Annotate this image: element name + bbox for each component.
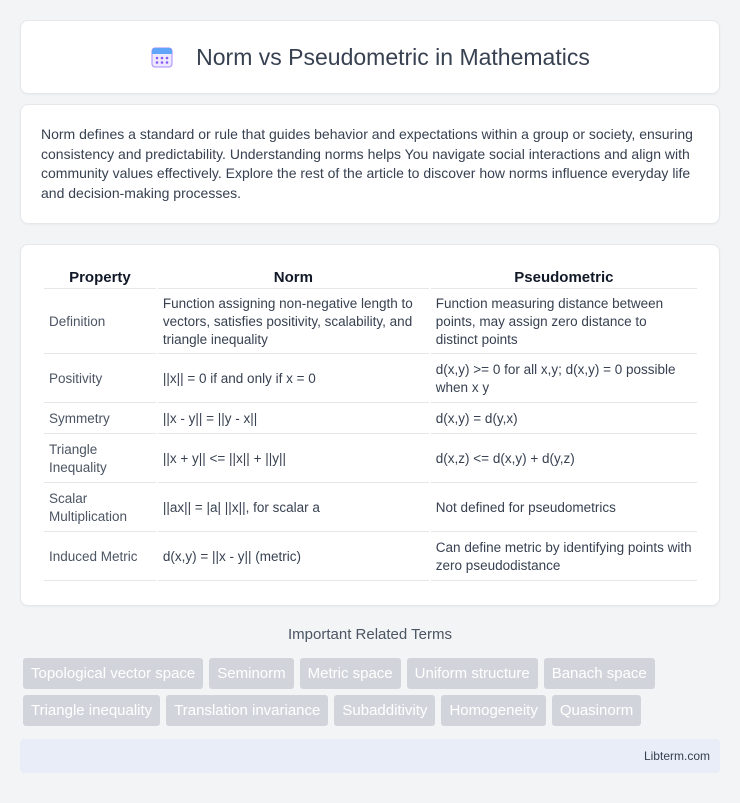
comparison-table bbox=[42, 265, 699, 583]
related-term-tag[interactable]: Metric space bbox=[300, 658, 401, 689]
row-pseudometric: Can define metric by identifying points with zero pseudodistance bbox=[431, 534, 697, 581]
calendar-icon bbox=[150, 45, 174, 69]
row-pseudometric: Not defined for pseudometrics bbox=[431, 485, 697, 532]
row-norm: ||x + y|| <= ||x|| + ||y|| bbox=[158, 436, 429, 483]
intro-card bbox=[20, 104, 720, 224]
row-norm: d(x,y) = ||x - y|| (metric) bbox=[158, 534, 429, 581]
related-terms-list bbox=[23, 658, 723, 726]
row-property: Induced Metric bbox=[44, 534, 156, 581]
intro-text: Norm defines a standard or rule that guides behavior and expectations within a group or society, ensuring consistency and predictability. Understanding norms helps You navigate social interactions and align with community values effectively. Explore the rest of the article to discover how norms influence everyday life and decision-making processes. bbox=[41, 126, 693, 201]
table-row bbox=[44, 436, 697, 483]
related-term-tag[interactable]: Subadditivity bbox=[334, 695, 435, 726]
row-property: Definition bbox=[44, 291, 156, 354]
row-property: Triangle Inequality bbox=[44, 436, 156, 483]
row-norm: ||ax|| = |a| ||x||, for scalar a bbox=[158, 485, 429, 532]
related-term-tag[interactable]: Quasinorm bbox=[552, 695, 641, 726]
header-norm: Norm bbox=[158, 267, 429, 289]
related-term-tag[interactable]: Topological vector space bbox=[23, 658, 203, 689]
header-pseudometric: Pseudometric bbox=[431, 267, 697, 289]
row-norm: ||x - y|| = ||y - x|| bbox=[158, 405, 429, 434]
row-pseudometric: d(x,z) <= d(x,y) + d(y,z) bbox=[431, 436, 697, 483]
comparison-card bbox=[20, 244, 720, 606]
row-property: Scalar Multiplication bbox=[44, 485, 156, 532]
row-property: Symmetry bbox=[44, 405, 156, 434]
table-row bbox=[44, 291, 697, 354]
related-term-tag[interactable]: Triangle inequality bbox=[23, 695, 160, 726]
row-norm: Function assigning non-negative length to vectors, satisfies positivity, scalability, and triangle inequality bbox=[158, 291, 429, 354]
page-title: Norm vs Pseudometric in Mathematics bbox=[196, 43, 590, 70]
related-term-tag[interactable]: Banach space bbox=[544, 658, 655, 689]
table-row bbox=[44, 356, 697, 403]
header-property: Property bbox=[44, 267, 156, 289]
table-row bbox=[44, 534, 697, 581]
related-term-tag[interactable]: Homogeneity bbox=[441, 695, 545, 726]
footer bbox=[20, 739, 720, 773]
table-header-row bbox=[44, 267, 697, 289]
table-row bbox=[44, 485, 697, 532]
row-pseudometric: d(x,y) >= 0 for all x,y; d(x,y) = 0 possible when x y bbox=[431, 356, 697, 403]
title-card bbox=[20, 20, 720, 94]
related-term-tag[interactable]: Seminorm bbox=[209, 658, 293, 689]
table-row bbox=[44, 405, 697, 434]
row-pseudometric: d(x,y) = d(y,x) bbox=[431, 405, 697, 434]
footer-brand[interactable]: Libterm.com bbox=[643, 749, 710, 763]
related-terms-title: Important Related Terms bbox=[288, 626, 452, 643]
related-term-tag[interactable]: Translation invariance bbox=[166, 695, 328, 726]
row-pseudometric: Function measuring distance between points, may assign zero distance to distinct points bbox=[431, 291, 697, 354]
row-norm: ||x|| = 0 if and only if x = 0 bbox=[158, 356, 429, 403]
row-property: Positivity bbox=[44, 356, 156, 403]
related-term-tag[interactable]: Uniform structure bbox=[407, 658, 538, 689]
